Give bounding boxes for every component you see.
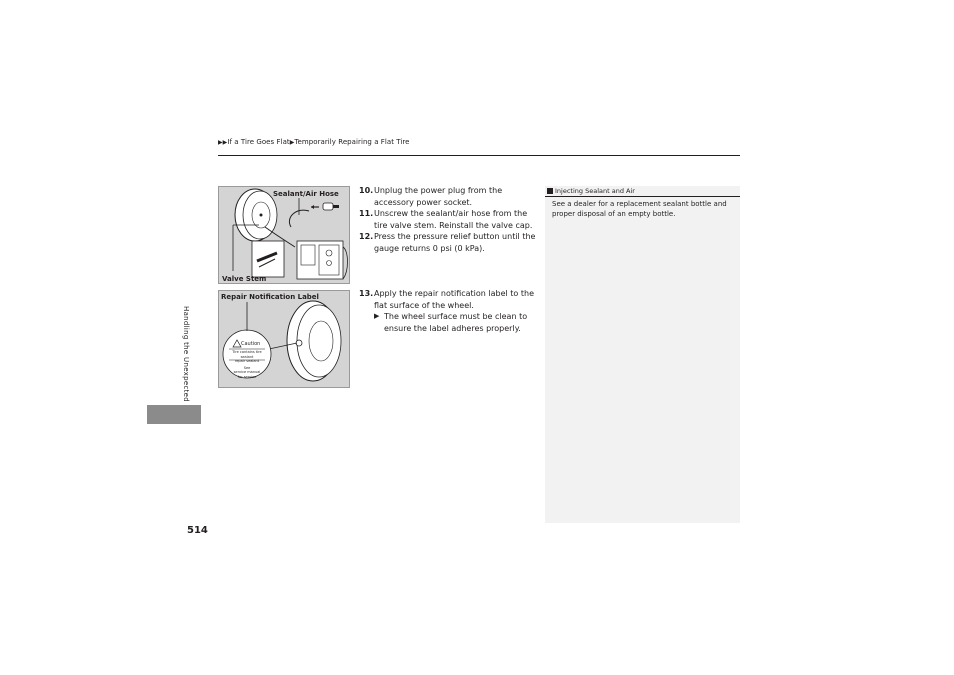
- header-rule: [218, 155, 740, 156]
- figure-sealant-hose: [218, 186, 350, 284]
- breadcrumb-item-flat-tire: If a Tire Goes Flat: [227, 138, 290, 146]
- step-11: [359, 208, 539, 231]
- repair-label-callout: Repair Notification Label: [221, 293, 319, 301]
- step-13-subnote: [374, 311, 539, 334]
- figure-repair-label: [218, 290, 350, 388]
- step-number: 10.: [359, 186, 374, 195]
- steps-group-2: [359, 288, 539, 334]
- arrow-icon: ▶: [289, 139, 295, 146]
- valve-stem-label: Valve Stem: [222, 275, 267, 283]
- caution-line-3: See: [243, 365, 251, 370]
- caution-line-5: for service: [237, 374, 257, 379]
- sealant-hose-label: Sealant/Air Hose: [273, 190, 339, 198]
- note-bullet-icon: [547, 188, 553, 194]
- caution-line-1: Tire contains tire sealant: [232, 350, 262, 359]
- step-12: [359, 231, 539, 254]
- page-number: 514: [187, 525, 208, 536]
- note-body: See a dealer for a replacement sealant bottle and proper disposal of an empty bottle.: [552, 200, 727, 218]
- double-arrow-icon: ▶▶: [218, 139, 228, 146]
- breadcrumb-item-repair: Temporarily Repairing a Flat Tire: [294, 138, 410, 146]
- step-text: Unscrew the sealant/air hose from the tire valve stem. Reinstall the valve cap.: [374, 209, 533, 230]
- triangle-pointer-icon: ▶: [374, 312, 380, 320]
- caution-text: [227, 350, 267, 379]
- note-header: [545, 186, 740, 197]
- section-side-label: Handling the Unexpected: [182, 306, 190, 403]
- side-note-panel: [545, 186, 740, 523]
- caution-line-4: service manual: [233, 370, 261, 374]
- steps-group-1: [359, 185, 539, 254]
- step-text: Press the pressure relief button until the gauge returns 0 psi (0 kPa).: [374, 232, 536, 253]
- breadcrumb: [218, 138, 410, 146]
- tire-compressor-illustration: [219, 187, 350, 284]
- note-title: Injecting Sealant and Air: [555, 187, 635, 195]
- step-text: Unplug the power plug from the accessory power socket.: [374, 186, 503, 207]
- section-tab: [147, 405, 201, 424]
- step-text: Apply the repair notification label to the flat surface of the wheel.: [374, 289, 534, 310]
- caution-title: Caution: [241, 341, 261, 347]
- step-number: 12.: [359, 232, 374, 241]
- step-10: [359, 185, 539, 208]
- step-number: 11.: [359, 209, 374, 218]
- step-number: 13.: [359, 289, 374, 298]
- step-13: [359, 288, 539, 334]
- caution-line-2: repair sealant: [234, 359, 260, 363]
- subnote-text: The wheel surface must be clean to ensure the label adheres properly.: [384, 312, 528, 333]
